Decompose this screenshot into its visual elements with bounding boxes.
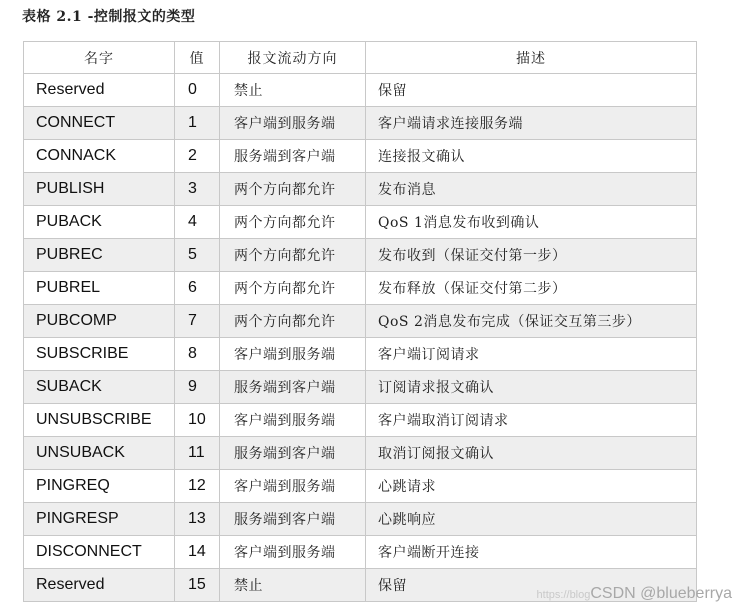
- cell-value: 3: [175, 173, 220, 206]
- cell-value: 5: [175, 239, 220, 272]
- cell-name: UNSUBSCRIBE: [24, 404, 175, 437]
- table-row: [24, 107, 697, 140]
- cell-direction: 服务端到客户端: [220, 437, 366, 470]
- cell-description: 客户端取消订阅请求: [366, 404, 697, 437]
- header-value: 值: [175, 42, 220, 74]
- cell-name: Reserved: [24, 569, 175, 602]
- table-row: [24, 338, 697, 371]
- table-row: [24, 74, 697, 107]
- table-row: [24, 404, 697, 437]
- table-row: [24, 536, 697, 569]
- cell-name: PUBACK: [24, 206, 175, 239]
- cell-direction: 客户端到服务端: [220, 536, 366, 569]
- cell-direction: 两个方向都允许: [220, 305, 366, 338]
- cell-value: 1: [175, 107, 220, 140]
- cell-description: QoS 1消息发布收到确认: [366, 206, 697, 239]
- table-body: [24, 74, 697, 602]
- cell-name: PINGRESP: [24, 503, 175, 536]
- table-row: [24, 371, 697, 404]
- table-row: [24, 437, 697, 470]
- cell-description: 客户端订阅请求: [366, 338, 697, 371]
- table-row: [24, 140, 697, 173]
- cell-direction: 客户端到服务端: [220, 107, 366, 140]
- cell-description: QoS 2消息发布完成（保证交互第三步）: [366, 305, 697, 338]
- table-row: [24, 503, 697, 536]
- cell-value: 2: [175, 140, 220, 173]
- cell-direction: 客户端到服务端: [220, 338, 366, 371]
- cell-value: 9: [175, 371, 220, 404]
- cell-direction: 禁止: [220, 569, 366, 602]
- table-caption: 表格 2.1 -控制报文的类型: [22, 9, 196, 25]
- cell-description: 心跳响应: [366, 503, 697, 536]
- cell-description: 客户端请求连接服务端: [366, 107, 697, 140]
- cell-description: 保留: [366, 74, 697, 107]
- table-row: [24, 305, 697, 338]
- cell-description: 发布消息: [366, 173, 697, 206]
- cell-description: 心跳请求: [366, 470, 697, 503]
- cell-description: 连接报文确认: [366, 140, 697, 173]
- cell-name: SUBACK: [24, 371, 175, 404]
- cell-direction: 禁止: [220, 74, 366, 107]
- table-row: [24, 206, 697, 239]
- cell-description: 取消订阅报文确认: [366, 437, 697, 470]
- control-packet-types-table: [23, 41, 697, 602]
- cell-value: 15: [175, 569, 220, 602]
- cell-description: 保留: [366, 569, 697, 602]
- table-row: [24, 470, 697, 503]
- cell-value: 7: [175, 305, 220, 338]
- cell-direction: 服务端到客户端: [220, 140, 366, 173]
- cell-direction: 服务端到客户端: [220, 503, 366, 536]
- table-row: [24, 272, 697, 305]
- cell-name: SUBSCRIBE: [24, 338, 175, 371]
- cell-name: CONNACK: [24, 140, 175, 173]
- cell-name: DISCONNECT: [24, 536, 175, 569]
- cell-name: PUBREC: [24, 239, 175, 272]
- cell-description: 订阅请求报文确认: [366, 371, 697, 404]
- watermark-url: https://blog: [536, 589, 591, 601]
- cell-name: PINGREQ: [24, 470, 175, 503]
- cell-name: CONNECT: [24, 107, 175, 140]
- watermark-text: CSDN @blueberrya: [590, 585, 732, 602]
- cell-direction: 两个方向都允许: [220, 206, 366, 239]
- cell-direction: 客户端到服务端: [220, 470, 366, 503]
- cell-value: 8: [175, 338, 220, 371]
- cell-value: 13: [175, 503, 220, 536]
- header-name: 名字: [24, 42, 175, 74]
- cell-direction: 两个方向都允许: [220, 272, 366, 305]
- cell-value: 11: [175, 437, 220, 470]
- cell-description: 发布释放（保证交付第二步）: [366, 272, 697, 305]
- cell-direction: 客户端到服务端: [220, 404, 366, 437]
- cell-value: 12: [175, 470, 220, 503]
- cell-name: PUBCOMP: [24, 305, 175, 338]
- cell-name: Reserved: [24, 74, 175, 107]
- table-row: [24, 239, 697, 272]
- cell-name: UNSUBACK: [24, 437, 175, 470]
- header-description: 描述: [366, 42, 697, 74]
- cell-value: 14: [175, 536, 220, 569]
- cell-name: PUBLISH: [24, 173, 175, 206]
- cell-value: 4: [175, 206, 220, 239]
- header-direction: 报文流动方向: [220, 42, 366, 74]
- cell-direction: 两个方向都允许: [220, 173, 366, 206]
- cell-value: 6: [175, 272, 220, 305]
- cell-description: 发布收到（保证交付第一步）: [366, 239, 697, 272]
- cell-description: 客户端断开连接: [366, 536, 697, 569]
- cell-direction: 两个方向都允许: [220, 239, 366, 272]
- cell-direction: 服务端到客户端: [220, 371, 366, 404]
- cell-name: PUBREL: [24, 272, 175, 305]
- table-row: [24, 569, 697, 602]
- table-row: [24, 173, 697, 206]
- cell-value: 0: [175, 74, 220, 107]
- cell-value: 10: [175, 404, 220, 437]
- table-header-row: [24, 42, 697, 74]
